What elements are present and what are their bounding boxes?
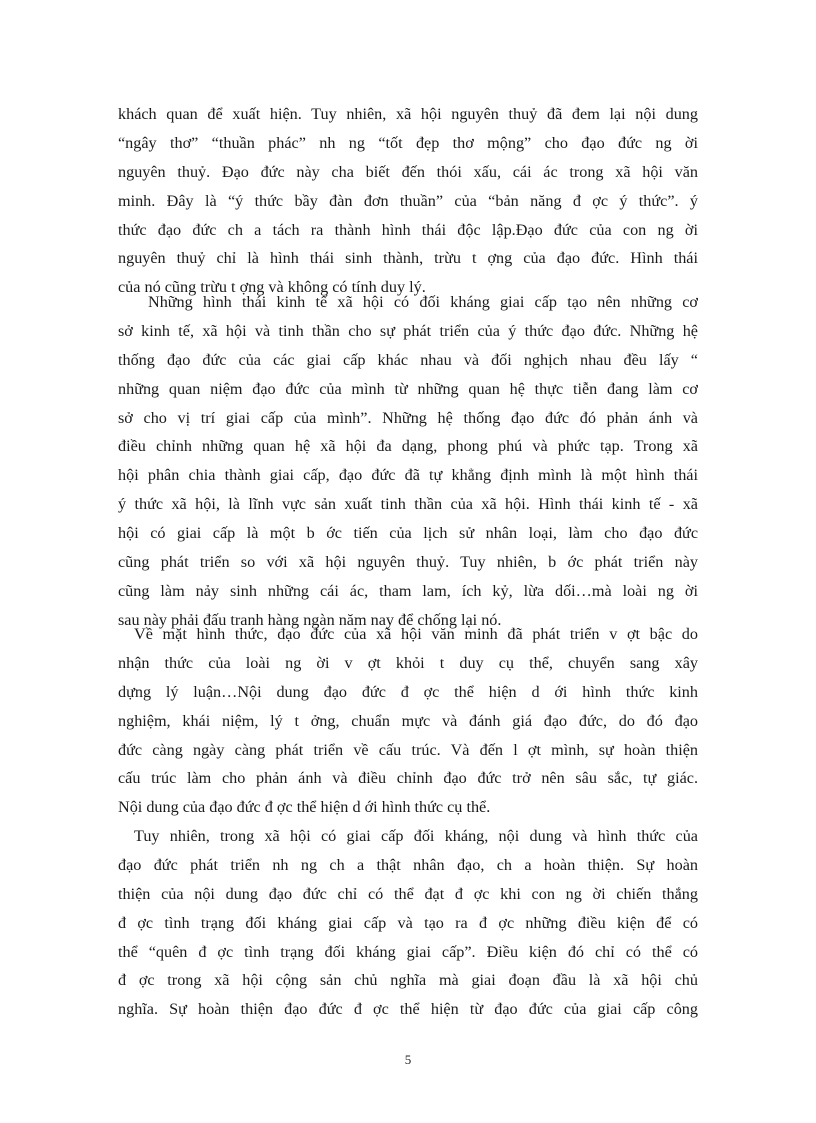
paragraph-4 [118, 822, 698, 1024]
text-line: hội có giai cấp là một b ớc tiến của lịch sử nhân loại, làm cho đạo đức [118, 524, 698, 543]
text-line: “ngây thơ” “thuần phác” nh ng “tốt đẹp thơ mộng” cho đạo đức ng ời [118, 133, 698, 152]
text-line: thể “quên đ ợc tình trạng đối kháng giai cấp”. Điều kiện đó chỉ có thể có [118, 942, 698, 961]
text-line: nghĩa. Sự hoàn thiện đạo đức đ ợc thể hiện từ đạo đức của giai cấp công [118, 1000, 698, 1019]
text-line: điều chỉnh những quan hệ xã hội đa dạng, phong phú và phức tạp. Trong xã [118, 437, 698, 456]
text-line: đức càng ngày càng phát triển về cấu trúc. Và đến l ợt mình, sự hoàn thiện [118, 740, 698, 759]
text-line: minh. Đây là “ý thức bầy đàn đơn thuần” của “bản năng đ ợc ý thức”. ý [118, 191, 698, 210]
text-line: dựng lý luận…Nội dung đạo đức đ ợc thể hiện d ới hình thức kinh [118, 682, 698, 701]
paragraph-3 [118, 620, 698, 822]
text-line: cũng phát triển so với xã hội nguyên thuỷ. Tuy nhiên, b ớc phát triển này [118, 553, 698, 572]
text-line: thức đạo đức ch a tách ra thành hình thái độc lập.Đạo đức của con ng ời [118, 220, 698, 239]
text-line: nhận thức của loài ng ời v ợt khỏi t duy cụ thể, chuyển sang xây [118, 653, 698, 672]
text-line: ý thức xã hội, là lĩnh vực sản xuất tinh thần của xã hội. Hình thái kinh tế - xã [118, 495, 698, 514]
text-line: Nội dung của đạo đức đ ợc thể hiện d ới hình thức cụ thể. [118, 798, 491, 817]
text-line: sở kinh tế, xã hội và tinh thần cho sự phát triển của ý thức đạo đức. Những hệ [118, 321, 698, 340]
text-line: nguyên thuỷ. Đạo đức này cha biết đến thói xấu, cái ác trong xã hội văn [118, 162, 698, 181]
text-line: Tuy nhiên, trong xã hội có giai cấp đối kháng, nội dung và hình thức của [134, 827, 698, 845]
text-line: thống đạo đức của các giai cấp khác nhau và đối nghịch nhau đều lấy “ [118, 350, 698, 369]
text-line: nghiệm, khái niệm, lý t ởng, chuẩn mực và đánh giá đạo đức, do đó đạo [118, 711, 698, 730]
text-line: đ ợc trong xã hội cộng sản chủ nghĩa mà giai đoạn đầu là xã hội chủ [118, 971, 698, 990]
text-line: khách quan để xuất hiện. Tuy nhiên, xã hội nguyên thuỷ đã đem lại nội dung [118, 105, 698, 123]
page-number: 5 [404, 1052, 412, 1067]
text-line: cấu trúc làm cho phản ánh và điều chỉnh đạo đức trở nên sâu sắc, tự giác. [118, 769, 698, 788]
text-line: đ ợc tình trạng đối kháng giai cấp và tạo ra đ ợc những điều kiện để có [118, 913, 698, 932]
text-line: của nó cũng trừu t ợng và không có tính duy lý. [118, 278, 426, 297]
text-line: đạo đức phát triển nh ng ch a thật nhân đạo, ch a hoàn thiện. Sự hoàn [118, 855, 698, 874]
text-line: sở cho vị trí giai cấp của mình”. Những hệ thống đạo đức đó phản ánh và [118, 408, 698, 427]
text-line: những quan niệm đạo đức của mình từ những quan hệ thực tiễn đang làm cơ [118, 379, 698, 398]
text-line: cũng làm nảy sinh những cái ác, tham lam, ích kỷ, lừa dối…mà loài ng ời [118, 581, 698, 600]
text-line: nguyên thuỷ chỉ là hình thái sinh thành, trừu t ợng của đạo đức. Hình thái [118, 249, 698, 268]
text-line: sau này phải đấu tranh hàng ngàn năm nay để chống lại nó. [118, 610, 502, 629]
text-line: hội phân chia thành giai cấp, đạo đức đã tự khẳng định mình là một hình thái [118, 466, 698, 485]
paragraph-1 [118, 100, 698, 302]
text-line: Về mặt hình thức, đạo đức của xã hội văn minh đã phát triển v ợt bậc do [134, 625, 698, 643]
text-line: Những hình thái kinh tế xã hội có đối kháng giai cấp tạo nên những cơ [148, 293, 698, 311]
paragraph-2 [118, 288, 698, 635]
text-line: thiện của nội dung đạo đức chỉ có thể đạt đ ợc khi con ng ời chiến thắng [118, 884, 698, 903]
